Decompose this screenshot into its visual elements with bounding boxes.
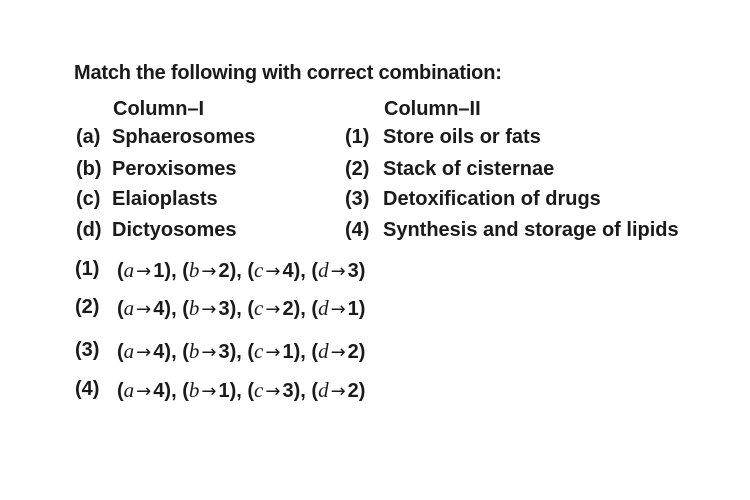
pair-number: 1 (153, 260, 165, 282)
pair-separator: , (171, 298, 183, 320)
match-row (0, 219, 750, 247)
option-number: (2) (75, 296, 100, 318)
pair-separator: , (300, 341, 312, 363)
option-pair (182, 380, 236, 402)
option-pairs (117, 378, 365, 403)
column-2-label: (1) (345, 126, 370, 148)
column-1-label: (c) (76, 188, 101, 210)
open-paren: ( (182, 260, 189, 282)
open-paren: ( (182, 298, 189, 320)
right-arrow-icon: → (330, 342, 346, 363)
column-1-item: Peroxisomes (112, 158, 237, 180)
pair-variable: a (123, 258, 135, 282)
column-1-header: Column–I (113, 98, 205, 120)
pair-variable: d (318, 378, 329, 402)
option-pair (247, 341, 300, 363)
close-paren: ) (164, 380, 172, 402)
close-paren: ) (229, 260, 237, 282)
column-1-item: Dictyosomes (112, 219, 237, 241)
right-arrow-icon: → (136, 261, 152, 282)
answer-option[interactable] (0, 339, 750, 369)
pair-number: 2 (347, 380, 359, 402)
pair-number: 2 (218, 260, 230, 282)
column-2-label: (4) (345, 219, 370, 241)
pair-variable: c (254, 296, 264, 320)
pair-separator: , (236, 341, 248, 363)
pair-number: 4 (153, 341, 165, 363)
option-pair (247, 298, 300, 320)
right-arrow-icon: → (265, 381, 281, 402)
pair-number: 2 (282, 298, 294, 320)
right-arrow-icon: → (330, 261, 346, 282)
pair-number: 3 (218, 298, 230, 320)
open-paren: ( (311, 260, 319, 282)
open-paren: ( (117, 380, 124, 402)
option-pair (311, 341, 365, 363)
option-number: (3) (75, 339, 100, 361)
right-arrow-icon: → (136, 381, 152, 402)
pair-separator: , (300, 260, 312, 282)
option-number: (1) (75, 258, 100, 280)
column-1-item: Sphaerosomes (112, 126, 256, 148)
right-arrow-icon: → (265, 342, 281, 363)
pair-separator: , (300, 298, 312, 320)
open-paren: ( (117, 298, 124, 320)
open-paren: ( (247, 341, 255, 363)
close-paren: ) (164, 341, 172, 363)
pair-variable: d (318, 296, 329, 320)
option-pair (247, 380, 300, 402)
column-2-item: Synthesis and storage of lipids (383, 219, 679, 241)
answer-option[interactable] (0, 296, 750, 326)
pair-separator: , (236, 260, 248, 282)
close-paren: ) (293, 380, 301, 402)
match-row (0, 188, 750, 216)
pair-separator: , (171, 380, 183, 402)
close-paren: ) (229, 341, 237, 363)
column-2-item: Stack of cisternae (383, 158, 555, 180)
open-paren: ( (311, 380, 319, 402)
option-pair (117, 341, 171, 363)
open-paren: ( (311, 341, 319, 363)
close-paren: ) (164, 260, 172, 282)
pair-variable: c (254, 339, 264, 363)
pair-separator: , (236, 298, 248, 320)
pair-number: 3 (282, 380, 294, 402)
option-pairs (117, 339, 365, 364)
pair-separator: , (236, 380, 248, 402)
column-1-item: Elaioplasts (112, 188, 218, 210)
question-title: Match the following with correct combination: (74, 62, 502, 84)
answer-option[interactable] (0, 258, 750, 288)
option-pair (117, 380, 171, 402)
pair-variable: a (123, 296, 135, 320)
pair-variable: b (188, 339, 200, 363)
pair-variable: b (188, 378, 200, 402)
open-paren: ( (117, 341, 124, 363)
match-row (0, 158, 750, 186)
close-paren: ) (358, 298, 366, 320)
column-2-label: (3) (345, 188, 370, 210)
pair-separator: , (171, 341, 183, 363)
pair-variable: b (188, 296, 200, 320)
pair-variable: c (254, 258, 264, 282)
match-row (0, 126, 750, 154)
right-arrow-icon: → (201, 261, 217, 282)
option-pair (182, 260, 236, 282)
right-arrow-icon: → (330, 299, 346, 320)
close-paren: ) (293, 341, 301, 363)
column-1-label: (d) (76, 219, 102, 241)
option-pair (182, 341, 236, 363)
right-arrow-icon: → (201, 342, 217, 363)
right-arrow-icon: → (265, 299, 281, 320)
pair-number: 3 (218, 341, 230, 363)
right-arrow-icon: → (201, 381, 217, 402)
close-paren: ) (293, 298, 301, 320)
option-pair (117, 260, 171, 282)
right-arrow-icon: → (265, 261, 281, 282)
close-paren: ) (164, 298, 172, 320)
pair-number: 4 (282, 260, 294, 282)
pair-variable: a (123, 378, 135, 402)
column-2-header: Column–II (384, 98, 481, 120)
option-pair (247, 260, 300, 282)
pair-number: 3 (347, 260, 359, 282)
option-pair (311, 260, 365, 282)
open-paren: ( (247, 298, 255, 320)
open-paren: ( (247, 260, 255, 282)
pair-number: 1 (347, 298, 359, 320)
pair-variable: b (188, 258, 200, 282)
option-pairs (117, 258, 365, 283)
pair-number: 1 (218, 380, 230, 402)
pair-variable: a (123, 339, 135, 363)
right-arrow-icon: → (136, 299, 152, 320)
close-paren: ) (358, 341, 366, 363)
option-number: (4) (75, 378, 100, 400)
pair-variable: c (254, 378, 264, 402)
pair-number: 4 (153, 298, 165, 320)
pair-variable: d (318, 339, 329, 363)
column-2-item: Store oils or fats (383, 126, 541, 148)
open-paren: ( (182, 341, 189, 363)
pair-number: 4 (153, 380, 165, 402)
close-paren: ) (293, 260, 301, 282)
pair-number: 2 (347, 341, 359, 363)
open-paren: ( (182, 380, 189, 402)
pair-separator: , (171, 260, 183, 282)
option-pairs (117, 296, 365, 321)
option-pair (182, 298, 236, 320)
close-paren: ) (358, 260, 366, 282)
open-paren: ( (311, 298, 319, 320)
right-arrow-icon: → (201, 299, 217, 320)
column-1-label: (a) (76, 126, 101, 148)
column-2-label: (2) (345, 158, 370, 180)
option-pair (311, 298, 365, 320)
close-paren: ) (229, 380, 237, 402)
column-2-item: Detoxification of drugs (383, 188, 601, 210)
column-1-label: (b) (76, 158, 102, 180)
pair-variable: d (318, 258, 329, 282)
close-paren: ) (358, 380, 366, 402)
option-pair (311, 380, 365, 402)
pair-number: 1 (282, 341, 294, 363)
close-paren: ) (229, 298, 237, 320)
open-paren: ( (247, 380, 255, 402)
open-paren: ( (117, 260, 124, 282)
pair-separator: , (300, 380, 312, 402)
right-arrow-icon: → (136, 342, 152, 363)
right-arrow-icon: → (330, 381, 346, 402)
option-pair (117, 298, 171, 320)
answer-option[interactable] (0, 378, 750, 408)
